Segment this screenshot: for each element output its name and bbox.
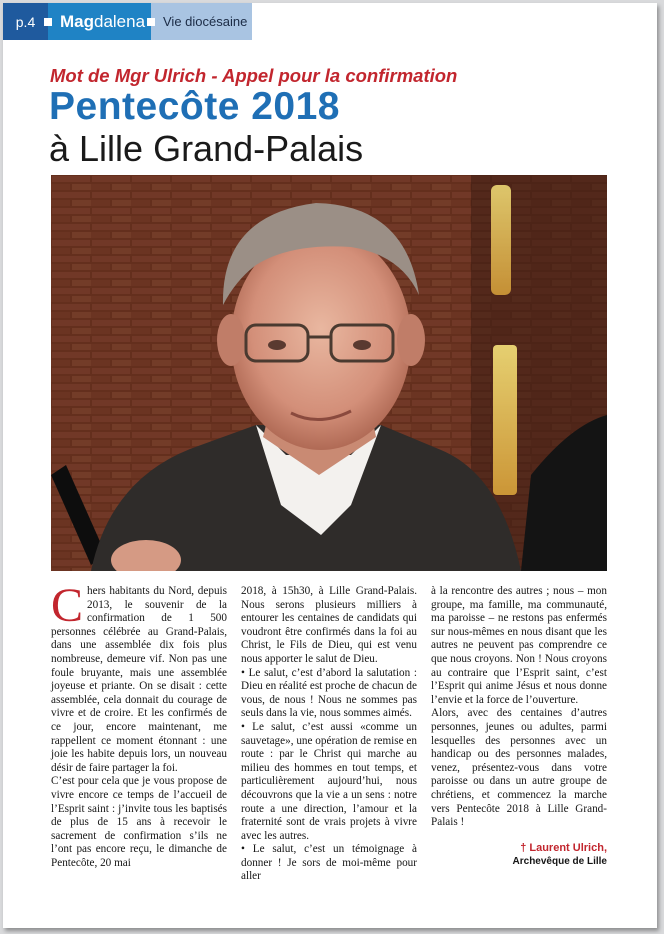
header-square-ornament-2 (147, 18, 155, 26)
paragraph: • Le salut, c’est un témoignage à donner ! Je sors de moi-même pour aller (241, 843, 417, 883)
page-header (3, 3, 252, 40)
article-kicker: Mot de Mgr Ulrich - Appel pour la confirmation (50, 65, 458, 86)
article-title-line1: Pentecôte 2018 (49, 85, 340, 128)
magazine-name (48, 3, 151, 40)
magazine-page (3, 3, 657, 928)
page-number: p.4 (3, 3, 48, 40)
paragraph (51, 579, 227, 775)
section-name: Vie diocésaine (151, 3, 252, 40)
signature (431, 842, 607, 869)
paragraph: • Le salut, c’est aussi «comme un sauvetage», une opération de remise en route : par le Christ qui marche au milieu des hommes en tout temps, et particulièrement aujourd’hui, nous découvrons que la vie a un sens : notre route a une direction, l’amour et la fraternité sont de vrais projets à vivre avec les autres. (241, 720, 417, 842)
header-square-ornament (44, 18, 52, 26)
magazine-name-rest: dalena (94, 11, 146, 31)
paragraph: à la rencontre des autres ; nous – mon groupe, ma famille, ma communauté, ma paroisse – ne restons pas enfermés sur nous-mêmes en nous disant que les autres ne peuvent pas comprendre ce que nous croyons. Non ! Nous croyons au contraire que l’Esprit saint, c’est l’Esprit qui anime Jésus et nous donne l’envie et la force de l’ouverture. (431, 585, 607, 706)
paragraph: • Le salut, c’est d’abord la salutation : Dieu en réalité est proche de chacun de vous, de nous ! Nous ne sommes pas seuls dans la vie, nous sommes aimés. (241, 666, 417, 720)
article-title-line2: à Lille Grand-Palais (49, 128, 364, 169)
paragraph: 2018, à 15h30, à Lille Grand-Palais. Nous serons plusieurs milliers à entourer les centaines de candidats qui voudront être confirmés dans la foi au Christ, le Fils de Dieu, qui est venu nous apporter le salut de Dieu. (241, 585, 417, 665)
paragraph: Alors, avec des centaines d’autres personnes, jeunes ou adultes, parmi lesquelles des personnes avec un handicap ou des personnes malades, venez, présentez-vous dans votre paroisse ou dans un autre groupe de chrétiens, et commencez la marche vers Pentecôte 2018 à Lille Grand-Palais ! (431, 707, 607, 829)
article-body (51, 579, 607, 884)
column-3 (431, 585, 607, 884)
portrait-photo (51, 175, 607, 571)
signature-name: † Laurent Ulrich, (520, 841, 607, 854)
portrait-illustration (51, 175, 607, 571)
signature-role: Archevêque de Lille (512, 856, 607, 868)
column-1 (51, 579, 227, 884)
dropcap: C (51, 579, 84, 632)
column-2 (241, 585, 417, 884)
magazine-name-bold: Mag (60, 11, 94, 31)
paragraph-text: hers habitants du Nord, depuis 2013, le souvenir de la confirmation de 1 500 personnes célébrée au Grand-Palais, dans une assemblée dix fois plus nombreuse, demeure vif. Non pas une foule bruyante, mais une assemblée joyeuse et priante. On se disait : cette assemblée, cela donnait du courage de vivre et de croire. Et les confirmés de ce jour, encore maintenant, me rappellent ce moment étonnant : une joie les habite depuis lors, un nouveau désir de faire partager la foi. (51, 585, 227, 774)
paragraph: C’est pour cela que je vous propose de vivre encore ce temps de l’accueil de l’Esprit saint : j’invite tous les baptisés de plus de 15 ans à recevoir le sacrement de confirmation s’ils ne l’ont pas encore reçu, le dimanche de Pentecôte, 20 mai (51, 775, 227, 869)
